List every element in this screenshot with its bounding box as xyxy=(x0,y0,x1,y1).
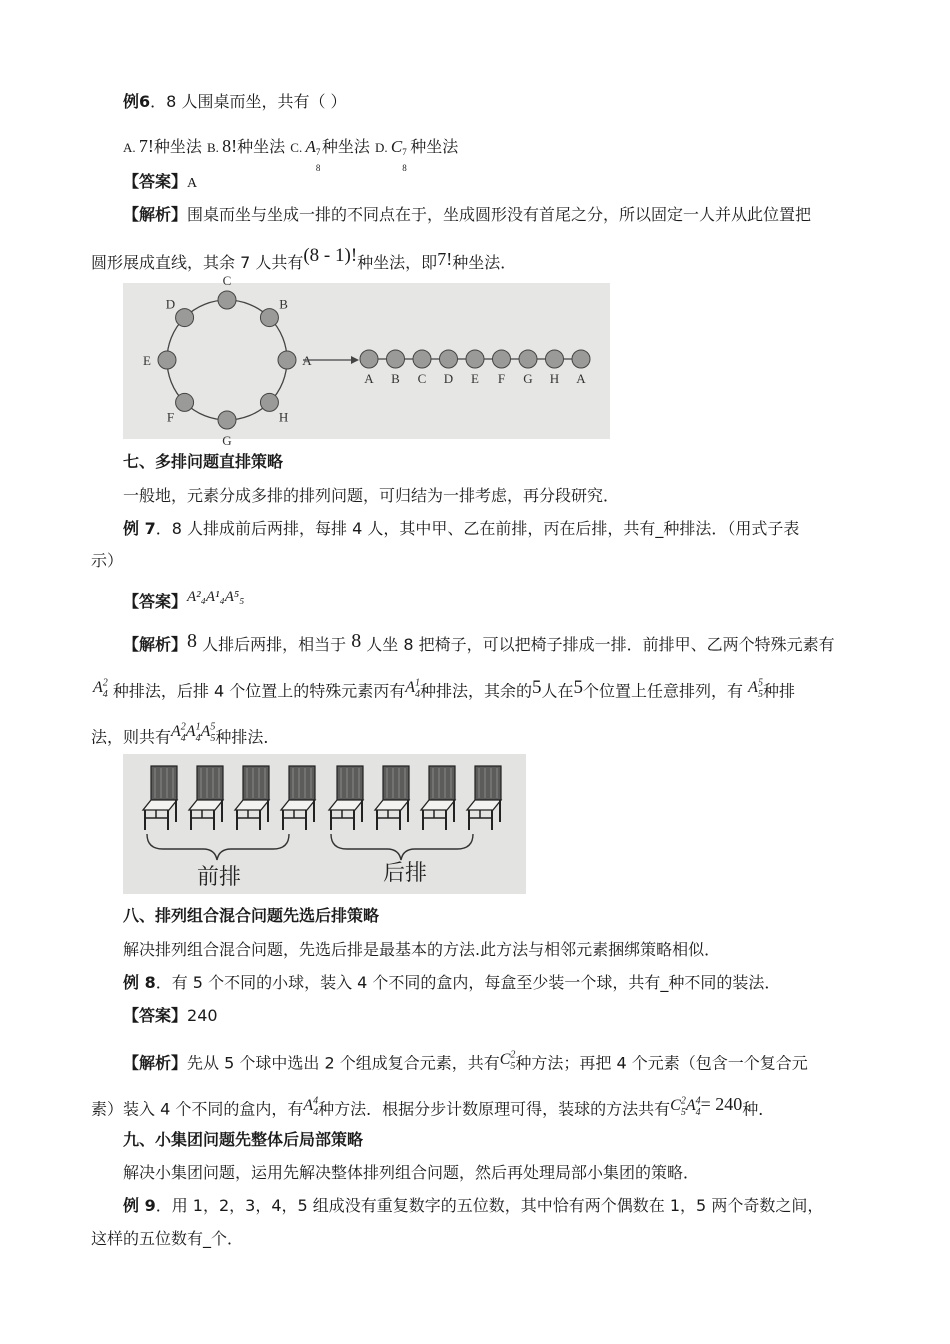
analysis-text: 法，则共有 xyxy=(91,727,172,747)
seat-label: H xyxy=(278,409,289,425)
example-6-answer xyxy=(123,172,197,194)
answer-value: A xyxy=(187,176,198,191)
analysis-text: 围桌而坐与坐成一排的不同点在于，坐成圆形没有首尾之分，所以固定一人并从此位置把 xyxy=(187,205,812,224)
example-7-analysis-line3 xyxy=(91,724,279,755)
seat-label: B xyxy=(279,296,288,312)
seat-dot xyxy=(218,291,236,309)
example-8-analysis-line1 xyxy=(123,1050,808,1081)
line-seat-label: D xyxy=(443,371,454,386)
answer-math: A²₄A¹₄A⁵₅ xyxy=(187,589,245,605)
option-c-unit: 种坐法 xyxy=(321,137,370,156)
front-row-label: 前排 xyxy=(197,865,242,890)
line-seat-label: B xyxy=(391,371,400,386)
option-d-label: D. xyxy=(374,140,391,155)
line-seat-label: C xyxy=(417,371,427,386)
chair-icon xyxy=(235,766,269,830)
analysis-text: 种． xyxy=(742,1099,775,1119)
question-text: ．8 人排成前后两排，每排 4 人，其中甲、乙在前排，丙在后排，共有_种排法．（用式子表 xyxy=(155,519,800,538)
section-9-heading: 九、小集团问题先整体后局部策略 xyxy=(123,1130,364,1149)
example-8-answer xyxy=(123,1006,218,1026)
analysis-text: 种排法． xyxy=(215,727,280,747)
answer-label: 【答案】 xyxy=(123,592,188,611)
analysis-math-a42: $A^2_4$ xyxy=(93,678,108,700)
line-seat-dot xyxy=(413,350,431,368)
line-seat-dot xyxy=(466,350,484,368)
option-a-label: A. xyxy=(123,140,139,155)
analysis-text: 种排 xyxy=(762,681,795,701)
section-8-intro: 解决排列组合混合问题，先选后排是最基本的方法.此方法与相邻元素捆绑策略相似． xyxy=(123,940,721,959)
analysis-text: 人坐 8 把椅子，可以把椅子排成一排．前排甲、乙两个特殊元素有 xyxy=(361,635,835,654)
line-seat-dot xyxy=(360,350,378,368)
example-6-analysis-line2 xyxy=(91,245,517,273)
seat-dot xyxy=(176,393,194,411)
example-label: 例 7 xyxy=(123,519,156,538)
seat-dot xyxy=(278,351,296,369)
option-c-label: C. xyxy=(290,140,306,155)
seat-dot xyxy=(158,351,176,369)
example-label: 例 xyxy=(123,92,140,111)
analysis-math-a41: $A^1_4$ xyxy=(405,678,421,700)
line-seat-label: H xyxy=(549,371,560,386)
section-9-intro: 解决小集团问题，运用先解决整体排列组合问题，然后再处理局部小集团的策略． xyxy=(123,1163,700,1182)
analysis-math: 5 xyxy=(532,677,542,699)
seat-label: F xyxy=(166,409,175,425)
option-b-math: 8! xyxy=(222,136,238,156)
example-7-question-cont: 示） xyxy=(91,551,124,570)
chair-icon xyxy=(189,766,223,830)
chair-icon xyxy=(329,766,363,830)
example-6-options: A. 7!种坐法 B. 8!种坐法 C. A 7 8 种坐法 D. C 7 8 种坐法 xyxy=(123,136,459,173)
example-label: 例 9 xyxy=(123,1196,156,1215)
chairs-diagram xyxy=(123,754,526,894)
analysis-math: 8 xyxy=(187,630,198,652)
analysis-label: 【解析】 xyxy=(123,635,188,654)
example-7-analysis-line2 xyxy=(93,678,795,709)
line-seat-dot xyxy=(572,350,590,368)
analysis-math-product: $A^2_4A^1_4A^5_5$ xyxy=(171,722,216,744)
chairs-figure xyxy=(123,754,526,894)
dot: ． xyxy=(150,92,167,111)
example-9-question-cont: 这样的五位数有_个． xyxy=(91,1229,244,1248)
option-c-math: A xyxy=(305,137,316,156)
analysis-math: = 240 xyxy=(700,1094,743,1115)
line-seat-dot xyxy=(519,350,537,368)
section-7-heading: 七、多排问题直排策略 xyxy=(123,452,284,471)
analysis-text: 种排法，其余的 xyxy=(420,681,533,701)
analysis-math: 7! xyxy=(437,249,453,269)
option-b-label: B. xyxy=(207,140,223,155)
line-seat-label: E xyxy=(471,371,479,386)
option-d-unit: 种坐法 xyxy=(410,137,459,156)
analysis-math: 5 xyxy=(573,677,584,699)
analysis-text: 先从 5 个球中选出 2 个组成复合元素，共有 xyxy=(187,1053,500,1073)
option-a-math: 7! xyxy=(138,136,154,156)
analysis-math-a44: $A^4_4$ xyxy=(303,1096,319,1118)
section-7-intro: 一般地，元素分成多排的排列问题，可归结为一排考虑，再分段研究． xyxy=(123,486,620,505)
seat-label: E xyxy=(143,353,151,368)
example-8-question xyxy=(123,973,780,993)
seat-label: G xyxy=(222,433,232,448)
example-6-question xyxy=(123,92,347,112)
question-text: ．有 5 个不同的小球，装入 4 个不同的盒内，每盒至少装一个球，共有_种不同的装法． xyxy=(155,973,781,992)
analysis-text: 种坐法． xyxy=(452,253,517,272)
analysis-text: 种方法；再把 4 个元素（包含一个复合元 xyxy=(515,1053,808,1073)
answer-label: 【答案】 xyxy=(123,172,188,191)
seat-label: C xyxy=(222,273,232,288)
seat-dot xyxy=(260,393,278,411)
example-9-question xyxy=(123,1196,823,1216)
chair-icon xyxy=(421,766,455,830)
seat-dot xyxy=(176,309,194,327)
analysis-math: (8 - 1)! xyxy=(303,245,358,266)
seat-dot xyxy=(260,309,278,327)
option-b-unit: 种坐法 xyxy=(237,137,286,156)
example-8-analysis-line2 xyxy=(91,1096,774,1127)
analysis-math-c52: $C^2_5$ xyxy=(499,1050,516,1072)
line-seat-label: A xyxy=(364,371,374,386)
answer-value: 240 xyxy=(187,1006,218,1025)
line-seat-dot xyxy=(440,350,458,368)
analysis-math-a55: $A^5_5$ xyxy=(748,678,763,700)
chair-icon xyxy=(375,766,409,830)
question-text: 8 人围桌而坐，共有（ ） xyxy=(166,92,347,111)
line-seat-label: G xyxy=(523,371,533,386)
analysis-text: 种坐法，即 xyxy=(357,253,438,272)
question-text: ．用 1，2，3，4，5 组成没有重复数字的五位数，其中恰有两个偶数在 1，5 两个奇数之间， xyxy=(155,1196,824,1215)
analysis-math-c52a44: $C^2_5A^4_4$ xyxy=(670,1096,701,1118)
analysis-text: 圆形展成直线，其余 7 人共有 xyxy=(91,253,304,272)
analysis-text: 种排法，后排 4 个位置上的特殊元素丙有 xyxy=(112,681,406,701)
example-7-answer xyxy=(123,589,245,613)
line-seat-dot xyxy=(493,350,511,368)
analysis-text: 人在 xyxy=(541,681,574,701)
example-6-analysis-line1 xyxy=(123,205,811,225)
example-7-question xyxy=(123,519,799,539)
analysis-text: 人排后两排，相当于 xyxy=(197,635,352,654)
line-seat-dot xyxy=(387,350,405,368)
circle-diagram xyxy=(123,273,610,448)
analysis-label: 【解析】 xyxy=(123,1053,188,1073)
example-number: 6 xyxy=(139,92,151,111)
chair-icon xyxy=(281,766,315,830)
analysis-label: 【解析】 xyxy=(123,205,188,224)
line-seat-label: F xyxy=(497,371,506,386)
back-row-label: 后排 xyxy=(383,861,428,886)
section-8-heading: 八、排列组合混合问题先选后排策略 xyxy=(123,906,380,925)
chair-icon xyxy=(467,766,501,830)
analysis-text: 素）装入 4 个不同的盒内，有 xyxy=(91,1099,304,1119)
line-seat-dot xyxy=(546,350,564,368)
option-d-math: C xyxy=(390,137,403,156)
seat-label: D xyxy=(165,296,176,312)
circle-to-line-figure xyxy=(123,273,610,448)
answer-label: 【答案】 xyxy=(123,1006,188,1025)
example-7-analysis-line1 xyxy=(123,630,835,655)
seat-dot xyxy=(218,411,236,429)
seat-label: A xyxy=(302,353,312,368)
analysis-text: 个位置上任意排列，有 xyxy=(583,681,744,701)
analysis-text: 种方法．根据分步计数原理可得，装球的方法共有 xyxy=(318,1099,671,1119)
line-seat-label: A xyxy=(576,371,586,386)
chair-icon xyxy=(143,766,177,830)
analysis-math: 8 xyxy=(351,630,362,652)
example-label: 例 8 xyxy=(123,973,156,992)
option-a-unit: 种坐法 xyxy=(153,137,202,156)
